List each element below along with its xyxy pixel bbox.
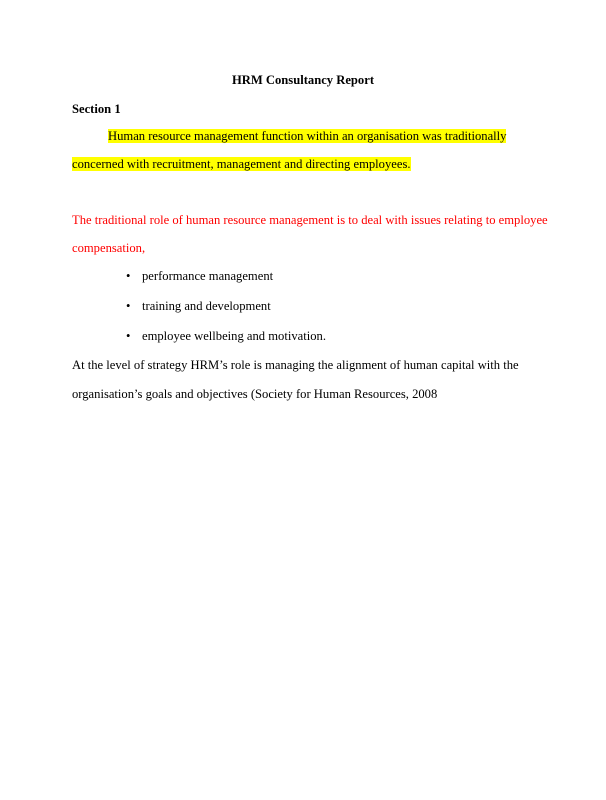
closing-paragraph-line-1: At the level of strategy HRM’s role is managing the alignment of human capital with the [72, 358, 519, 372]
bullet-dot-icon: • [126, 329, 131, 343]
bullet-dot-icon: • [126, 269, 131, 283]
highlighted-paragraph-line-2 [72, 156, 411, 172]
red-paragraph-line-1: The traditional role of human resource management is to deal with issues relating to employee [72, 213, 548, 227]
document-title: HRM Consultancy Report [231, 73, 375, 87]
highlighted-text: concerned with recruitment, management and directing employees. [72, 157, 411, 171]
highlighted-paragraph-line-1 [108, 128, 506, 144]
section-heading: Section 1 [72, 102, 121, 116]
highlighted-text: Human resource management function within an organisation was traditionally [108, 129, 507, 143]
list-item: performance management [142, 269, 274, 283]
list-item: employee wellbeing and motivation. [142, 329, 326, 343]
bullet-dot-icon: • [126, 299, 131, 313]
red-paragraph-line-2: compensation, [72, 241, 146, 255]
list-item: training and development [142, 299, 271, 313]
closing-paragraph-line-2: organisation’s goals and objectives (Society for Human Resources, 2008 [72, 387, 438, 401]
